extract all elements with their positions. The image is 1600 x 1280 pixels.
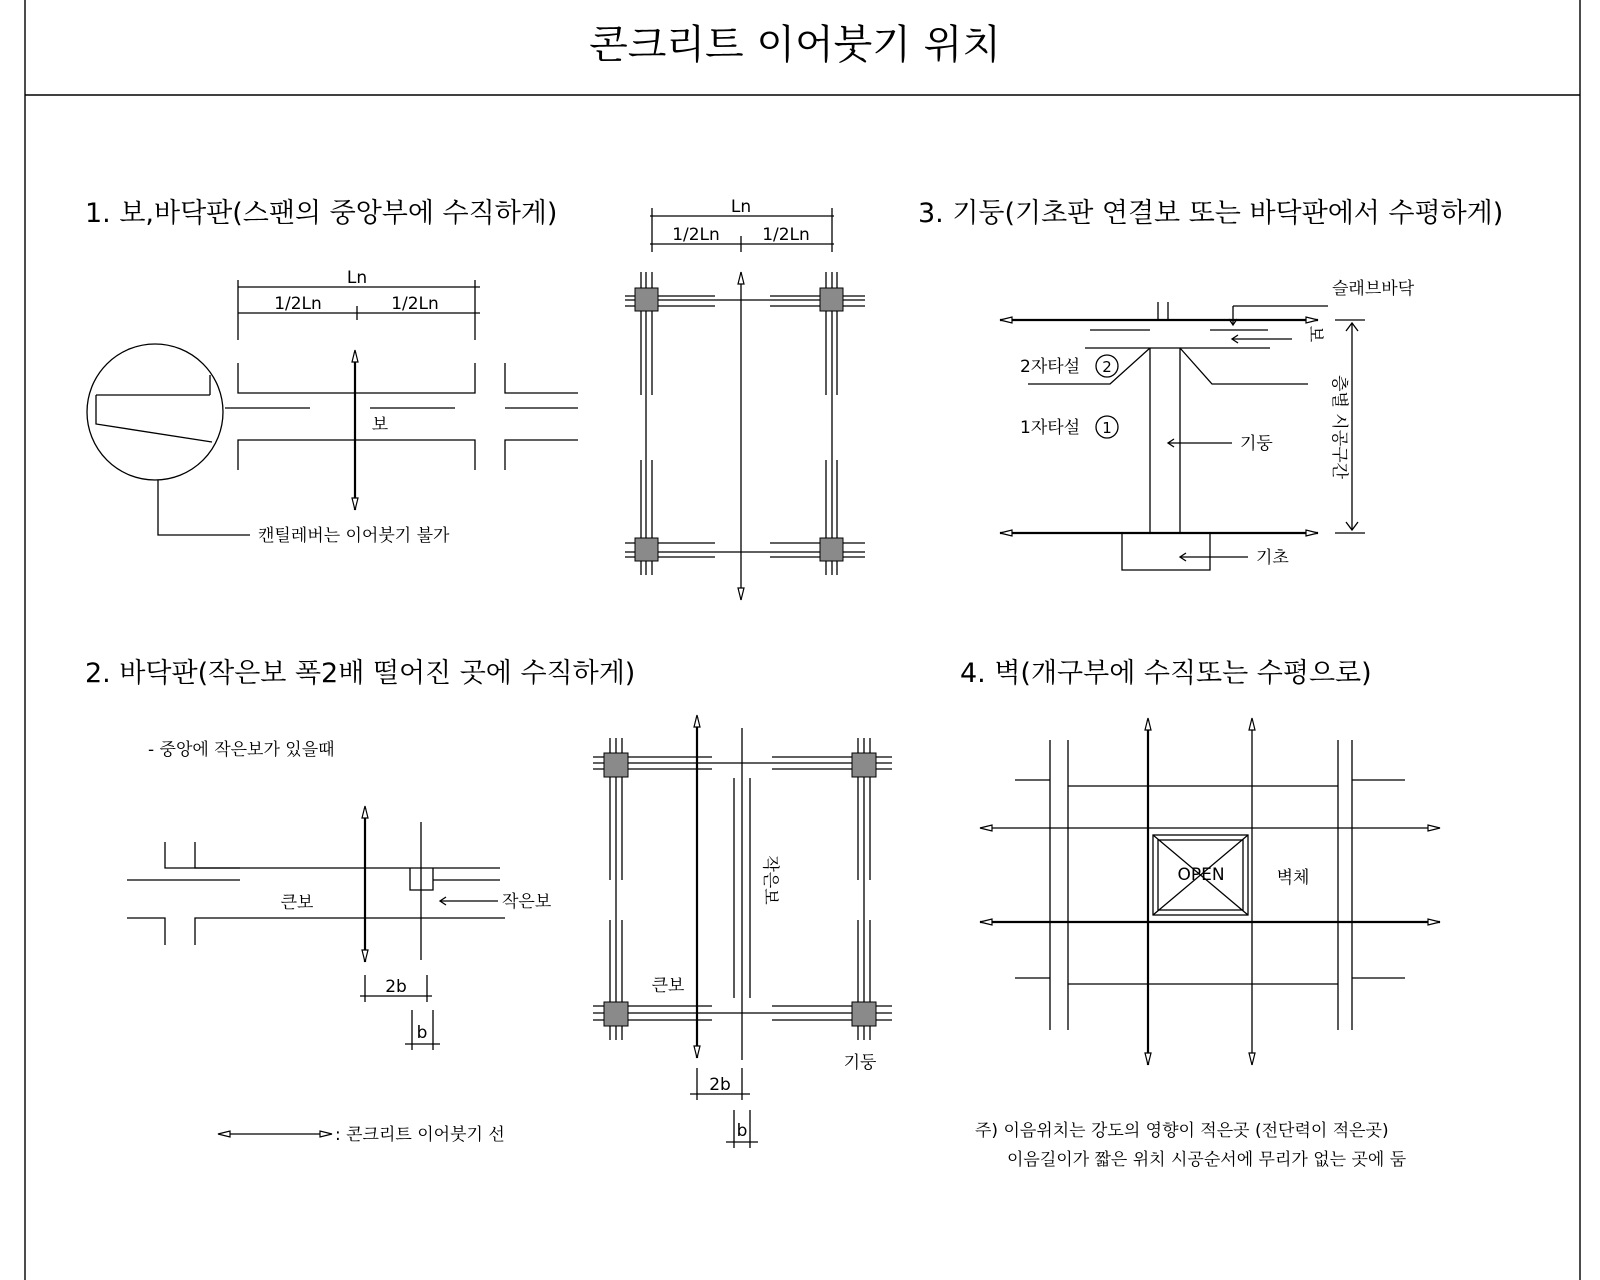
s1-column-bl xyxy=(635,538,658,561)
s1-plan-half-left-label: 1/2Ln xyxy=(672,225,720,245)
s4-wall-framing xyxy=(1015,740,1405,1030)
s1-column-br xyxy=(820,538,843,561)
s4-note-2: 이음길이가 짧은 위치 시공순서에 무리가 없는 곳에 둠 xyxy=(1007,1150,1407,1170)
s3-beam-label: 보 xyxy=(1305,325,1325,343)
s4-open-label: OPEN xyxy=(1177,865,1225,885)
s1-plan-framing xyxy=(625,272,865,575)
s2-plan-dim-b: b xyxy=(736,1121,748,1141)
section-1 xyxy=(85,197,865,600)
s1-column-tr xyxy=(820,288,843,311)
s3-pour2-number: 2 xyxy=(1102,358,1112,376)
s2-plan-framing xyxy=(593,728,892,1073)
s3-column-label: 기둥 xyxy=(1240,434,1273,454)
s3-story-dimension xyxy=(1329,320,1365,533)
s3-pour2-label: 2자타설 xyxy=(1020,357,1081,377)
s3-pour1-number: 1 xyxy=(1102,419,1112,437)
s2-plan-column-label: 기둥 xyxy=(843,1053,877,1073)
section-1-heading: 1. 보,바닥판(스팬의 중앙부에 수직하게) xyxy=(85,198,558,229)
s3-story-label: 층별 시공구간 xyxy=(1329,375,1349,479)
s2-column-tr xyxy=(852,753,876,777)
s1-cantilever-detail xyxy=(87,344,450,546)
s2-joint-line xyxy=(362,806,368,962)
s2-plan-dim-2b: 2b xyxy=(709,1075,731,1095)
s1-plan-joint-line xyxy=(738,272,744,600)
s1-beam-elevation xyxy=(225,363,578,470)
s2-big-beam-label: 큰보 xyxy=(280,893,314,913)
s1-plan-ln-label: Ln xyxy=(730,197,752,217)
section-4 xyxy=(960,658,1440,1170)
s2-plan-dimensions xyxy=(690,1068,758,1148)
s2-elevation xyxy=(127,822,552,960)
s4-wall-label: 벽체 xyxy=(1276,868,1310,888)
s2-column-tl xyxy=(604,753,628,777)
s3-pour1-label: 1자타설 xyxy=(1020,418,1081,438)
s1-plan-half-right-label: 1/2Ln xyxy=(762,225,810,245)
section-2-heading: 2. 바닥판(작은보 폭2배 떨어진 곳에 수직하게) xyxy=(85,658,636,689)
s4-note-1: 주) 이음위치는 강도의 영향이 적은곳 (전단력이 적은곳) xyxy=(975,1121,1389,1141)
s1-dimensions xyxy=(238,268,480,340)
s1-half-right-label: 1/2Ln xyxy=(391,294,439,314)
s2-subheading: - 중앙에 작은보가 있을때 xyxy=(148,740,335,760)
s1-plan-dimensions xyxy=(650,197,834,252)
section-3-heading: 3. 기둥(기초판 연결보 또는 바닥판에서 수평하게) xyxy=(918,198,1504,229)
s4-opening xyxy=(1153,835,1309,915)
s2-dim-2b: 2b xyxy=(385,977,407,997)
s1-cantilever-note: 캔틸레버는 이어붓기 불가 xyxy=(258,526,450,546)
s2-small-beam-label: 작은보 xyxy=(502,892,552,912)
s2-plan-small-beam-label: 작은보 xyxy=(760,855,780,905)
section-3 xyxy=(918,198,1503,570)
s1-ln-label: Ln xyxy=(346,268,368,288)
sheet-title: 콘크리트 이어붓기 위치 xyxy=(589,22,1001,68)
s1-half-left-label: 1/2Ln xyxy=(274,294,322,314)
s2-legend-label: : 콘크리트 이어붓기 선 xyxy=(335,1125,505,1145)
s2-dimensions xyxy=(360,975,440,1050)
s3-slab-label: 슬래브바닥 xyxy=(1332,279,1415,299)
s3-footing-label: 기초 xyxy=(1256,548,1289,568)
s2-plan-big-beam-label: 큰보 xyxy=(651,976,685,996)
s2-column-br xyxy=(852,1002,876,1026)
sheet-border xyxy=(25,0,1580,1280)
s1-joint-line xyxy=(352,350,358,510)
s2-dim-b: b xyxy=(416,1023,428,1043)
s1-beam-label: 보 xyxy=(371,415,389,435)
s2-legend xyxy=(218,1124,505,1145)
section-4-heading: 4. 벽(개구부에 수직또는 수평으로) xyxy=(960,658,1372,689)
s4-joint-lines xyxy=(980,718,1440,1065)
s4-notes xyxy=(975,1120,1407,1170)
section-2 xyxy=(85,658,892,1148)
s2-column-bl xyxy=(604,1002,628,1026)
s1-column-tl xyxy=(635,288,658,311)
